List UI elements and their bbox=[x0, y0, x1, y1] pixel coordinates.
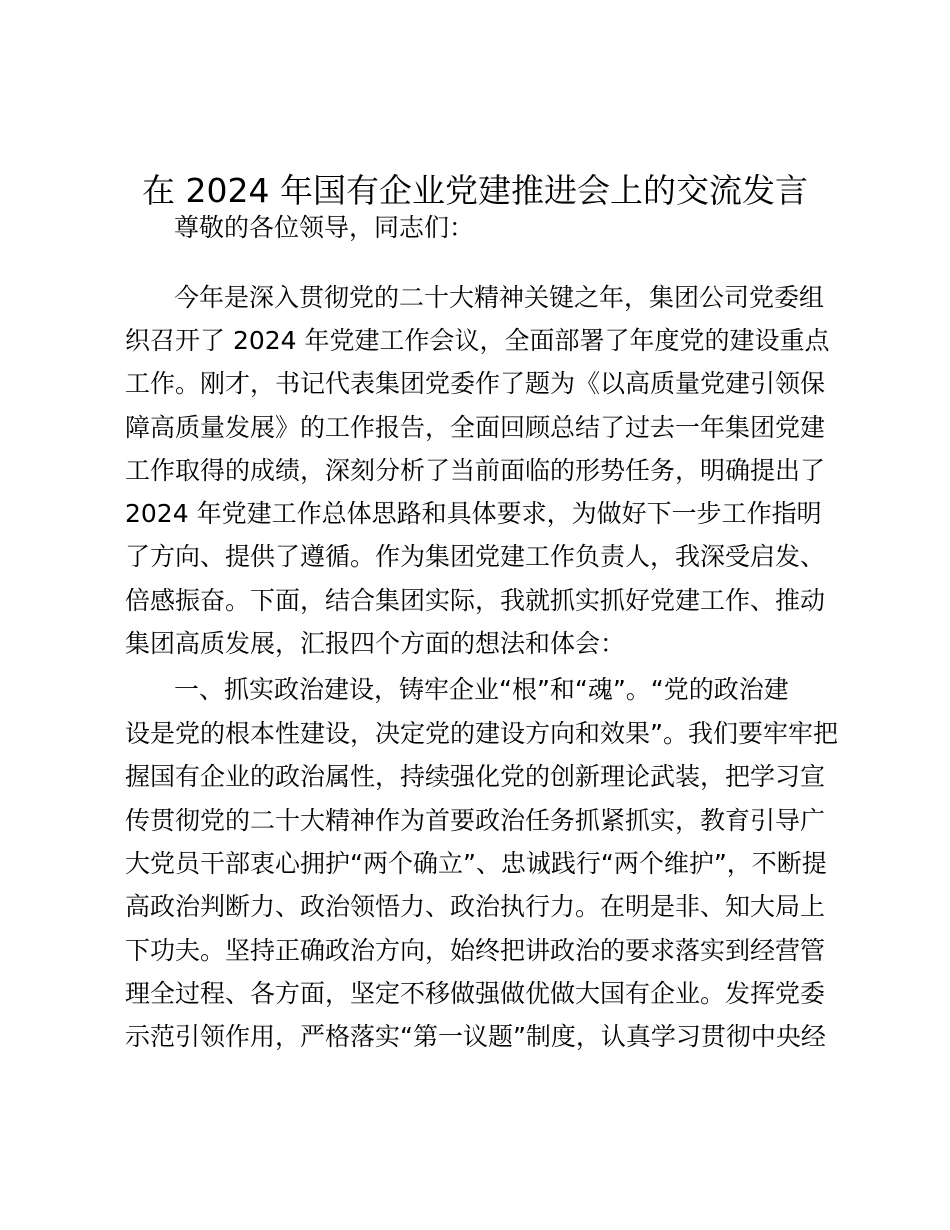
paragraph-line: 理全过程、各方面，坚定不移做强做优做大国有企业。发挥党委 bbox=[125, 979, 826, 1008]
paragraph-line: 工作。刚才，书记代表集团党委作了题为《以高质量党建引领保 bbox=[125, 369, 826, 398]
salutation-line: 尊敬的各位领导，同志们： bbox=[174, 213, 475, 242]
paragraph-line: 大党员干部衷心拥护“两个确立”、忠诚践行“两个维护”，不断提 bbox=[125, 849, 827, 878]
document-title: 在 2024 年国有企业党建推进会上的交流发言 bbox=[142, 171, 808, 210]
paragraph-line: 今年是深入贯彻党的二十大精神关键之年，集团公司党委组 bbox=[174, 283, 825, 312]
paragraph-line: 下功夫。坚持正确政治方向，始终把讲政治的要求落实到经营管 bbox=[125, 936, 826, 965]
paragraph-line: 示范引领作用，严格落实“第一议题”制度，认真学习贯彻中央经 bbox=[125, 1022, 826, 1051]
paragraph-line: 集团高质发展，汇报四个方面的想法和体会： bbox=[125, 629, 626, 658]
paragraph-line: 设是党的根本性建设，决定党的建设方向和效果”。我们要牢牢把 bbox=[125, 719, 838, 748]
paragraph-line: 织召开了 2024 年党建工作会议，全面部署了年度党的建设重点 bbox=[125, 326, 830, 355]
paragraph-line: 倍感振奋。下面，结合集团实际，我就抓实抓好党建工作、推动 bbox=[125, 586, 826, 615]
paragraph-line: 障高质量发展》的工作报告，全面回顾总结了过去一年集团党建 bbox=[125, 413, 826, 442]
paragraph-line: 工作取得的成绩，深刻分析了当前面临的形势任务，明确提出了 bbox=[125, 456, 826, 485]
paragraph-line: 了方向、提供了遵循。作为集团党建工作负责人，我深受启发、 bbox=[125, 542, 826, 571]
paragraph-line: 传贯彻党的二十大精神作为首要政治任务抓紧抓实，教育引导广 bbox=[125, 806, 826, 835]
paragraph-line: 2024 年党建工作总体思路和具体要求，为做好下一步工作指明 bbox=[125, 499, 822, 528]
section-heading-line: 一、抓实政治建设，铸牢企业“根”和“魂”。“党的政治建 bbox=[174, 675, 789, 704]
paragraph-line: 高政治判断力、政治领悟力、政治执行力。在明是非、知大局上 bbox=[125, 892, 826, 921]
paragraph-line: 握国有企业的政治属性，持续强化党的创新理论武装，把学习宣 bbox=[125, 762, 826, 791]
